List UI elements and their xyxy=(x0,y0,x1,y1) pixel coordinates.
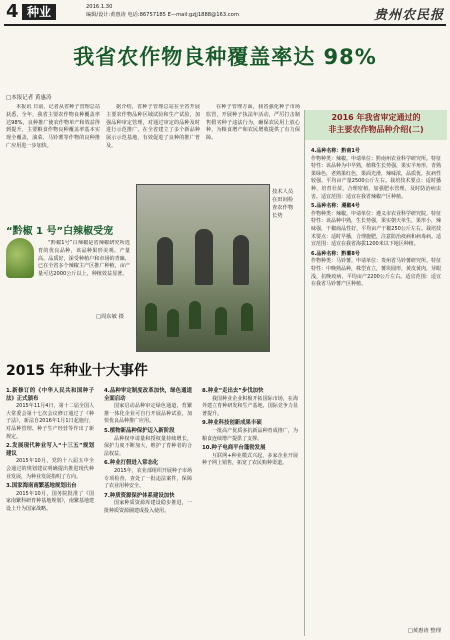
event-heading: 5.植物新品种保护迈入新阶段 xyxy=(104,427,175,434)
top-ten-title: 2015 年种业十大事件 xyxy=(6,363,148,379)
page-number: 4 xyxy=(6,1,19,22)
sidebar-credit: □黄惠涛 整理 xyxy=(407,628,441,634)
top-ten-column-1 xyxy=(6,386,94,634)
top-ten-column-2 xyxy=(104,386,192,634)
pepper-paragraph: “黔椒1号”白辣椒是省辣椒研究所选育的优良品种，该品种果形美观、产量高、品质好，深受种植户和市场的青睐，已在全省多个辣椒主产区推广种植，亩产量可达2000公斤以上，种植效益显著。 xyxy=(38,240,130,278)
article-paragraph: 本报讯 日前，记者从省种子管理总站获悉，全年，我省主要农作物良种覆盖率达98%，良种推广使农作物单产和效益得到提升，主要粮食作物良种覆盖率基本实现全覆盖，油菜、马铃薯等作物的良种推广应用进一步加快。 xyxy=(6,104,100,149)
event-body: 国家启动品种审定绿色通道，育繁推一体化企业可自行开展品种试验，加快优良品种推广应用。 xyxy=(104,403,192,425)
event-heading: 8.种业“走出去”步伐加快 xyxy=(202,388,264,394)
pepper-credit: □周东敏 摄 xyxy=(96,314,124,320)
field-photo xyxy=(136,184,270,352)
article-paragraph: 在种子管理方面，我省强化种子市场监管，开展种子执法年活动，严厉打击制售假劣种子违法行为，确保农民用上放心种，为粮食增产和农民增收提供了有力保障。 xyxy=(206,104,300,142)
sidebar-title xyxy=(309,112,443,136)
photo-plant xyxy=(189,301,201,329)
sidebar-title-line-2: 非主要农作物品种介绍(二) xyxy=(328,125,424,134)
issue-date: 2016.1.30 xyxy=(86,4,113,10)
variety-description: 作物种类：马铃薯。申请单位：贵州省马铃薯研究所。特征特性：中晚熟品种，株型直立，薯块圆形，黄皮黄肉，芽眼浅，抗晚疫病，平均亩产2200公斤左右。适宜范围：适宜在我省马铃薯产区种植。 xyxy=(311,258,441,288)
article-byline: □本报记者 黄惠涛 xyxy=(6,95,52,101)
photo-person xyxy=(157,237,173,285)
event-heading: 9.种业科技创新成果丰硕 xyxy=(202,420,262,427)
variety-sidebar xyxy=(304,110,447,636)
photo-plant xyxy=(167,309,179,337)
photo-plant xyxy=(215,307,227,335)
event-body: 互联网+种业模式兴起，多家企业开展种子网上销售，拓宽了农民购种渠道。 xyxy=(202,452,298,467)
masthead-info xyxy=(86,3,286,19)
event-heading: 1.新修订的《中华人民共和国种子法》正式颁布 xyxy=(6,388,94,402)
variety-name: 6.品种名称：黔薯8号 xyxy=(311,250,360,257)
article-column-1 xyxy=(6,104,100,216)
event-body: 我国种业企业积极开拓国际市场，在海外建立育种研发和生产基地，国际竞争力显著提升。 xyxy=(202,395,298,417)
event-heading: 10.种子电商平台蓬勃发展 xyxy=(202,445,266,452)
event-heading: 7.种质资源保护体系建设加快 xyxy=(104,492,175,499)
photo-plant xyxy=(241,303,253,331)
section-label: 种业 xyxy=(22,4,56,20)
event-heading: 4.品种审定制度改革加快，绿色通道全面启动 xyxy=(104,388,192,402)
masthead xyxy=(4,2,446,26)
sidebar-header xyxy=(305,110,447,140)
photo-person xyxy=(233,235,249,285)
event-body: 一批高产优质多抗新品种育成推广，为粮食连续增产提供了支撑。 xyxy=(202,427,298,442)
variety-description: 作物种类：辣椒。申请单位：黔南州农业科学研究所。特征特性：该品种为中早熟，植株生长势强，果实羊角形，青熟果绿色，老熟果红色，果面光滑，辣味浓，品质优，抗病性较强，平均亩产量2500公斤左右。栽培技术要点：适时播种，培育壮苗，合理密植，加强肥水管理，及时防治病虫害。适宜范围：适宜在我省辣椒产区种植。 xyxy=(311,155,441,200)
editor-contact: 编辑/设计:黄惠涛 电话:86757185 E—mail:gzjj1888@163.com xyxy=(86,12,239,18)
sidebar-body xyxy=(311,146,441,632)
event-heading: 3.国家海南南繁基地规划出台 xyxy=(6,483,77,490)
main-headline: 我省农作物良种覆盖率达 98% xyxy=(73,45,377,69)
article-column-3 xyxy=(206,104,300,180)
article-paragraph: 据介绍，省种子管理总站在全省开展主要农作物品种区域试验和生产试验，加强品种审定管理，对通过审定的品种及时进行示范推广，在全省建立了多个新品种展示示范基地，有效促进了良种的推广普及。 xyxy=(106,104,200,149)
photo-caption: 技术人员在田间检查农作物长势 xyxy=(272,189,294,219)
top-ten-column-3 xyxy=(202,386,298,634)
event-body: 2015年，农业部组织开展种子市场专项检查，查处了一批违法案件，保障了农业用种安全。 xyxy=(104,467,192,490)
pepper-title: “黔椒 1 号”白辣椒受宠 xyxy=(6,226,114,237)
pepper-body xyxy=(38,240,130,304)
newspaper-brand: 贵州农民报 xyxy=(373,8,444,23)
sidebar-title-line-1: 2016 年我省审定通过的 xyxy=(331,113,421,122)
photo-person xyxy=(195,229,213,285)
event-body: 品种权申请量和授权量持续增长，保护力度不断加大，维护了育种者的合法权益。 xyxy=(104,435,192,457)
article-column-2 xyxy=(106,104,200,180)
pepper-photo xyxy=(6,238,34,278)
photo-plant xyxy=(145,303,157,331)
event-body: 2015年10月，党的十八届五中全会通过的规划建议明确提出推进现代种业发展，为种业发展指明了方向。 xyxy=(6,458,94,480)
variety-name: 4.品种名称：黔南1号 xyxy=(311,148,360,154)
event-heading: 2.发展现代种业写入“十三五”规划建议 xyxy=(6,443,94,457)
event-heading: 6.种业打假进入常态化 xyxy=(104,460,159,467)
event-body: 国家种质资源库建设稳步推进，一批种质资源圃建成投入使用。 xyxy=(104,500,192,514)
variety-name: 5.品种名称：遵椒4号 xyxy=(311,203,360,210)
variety-description: 作物种类：辣椒。申请单位：遵义市农业科学研究院。特征特性：该品种中熟，生长势强，果实朝天单生，果形小，辣味强，干椒商品性好，平均亩产干椒250公斤左右。栽培技术要点：适时早播，合理施肥，注意防治疫病和病毒病。适宜范围：适宜在我省海拔1200米以下地区种植。 xyxy=(311,210,441,248)
event-body: 2015年11月4日，第十二届全国人大常委会第十七次会议修订通过了《种子法》，新法自2016年1月1日起施行，对品种管理、种子生产经营等作出了新规定。 xyxy=(6,403,94,440)
event-body: 2015年10月，国务院批准了《国家南繁科研育种基地规划》，南繁基地建设上升为国家战略。 xyxy=(6,490,94,512)
